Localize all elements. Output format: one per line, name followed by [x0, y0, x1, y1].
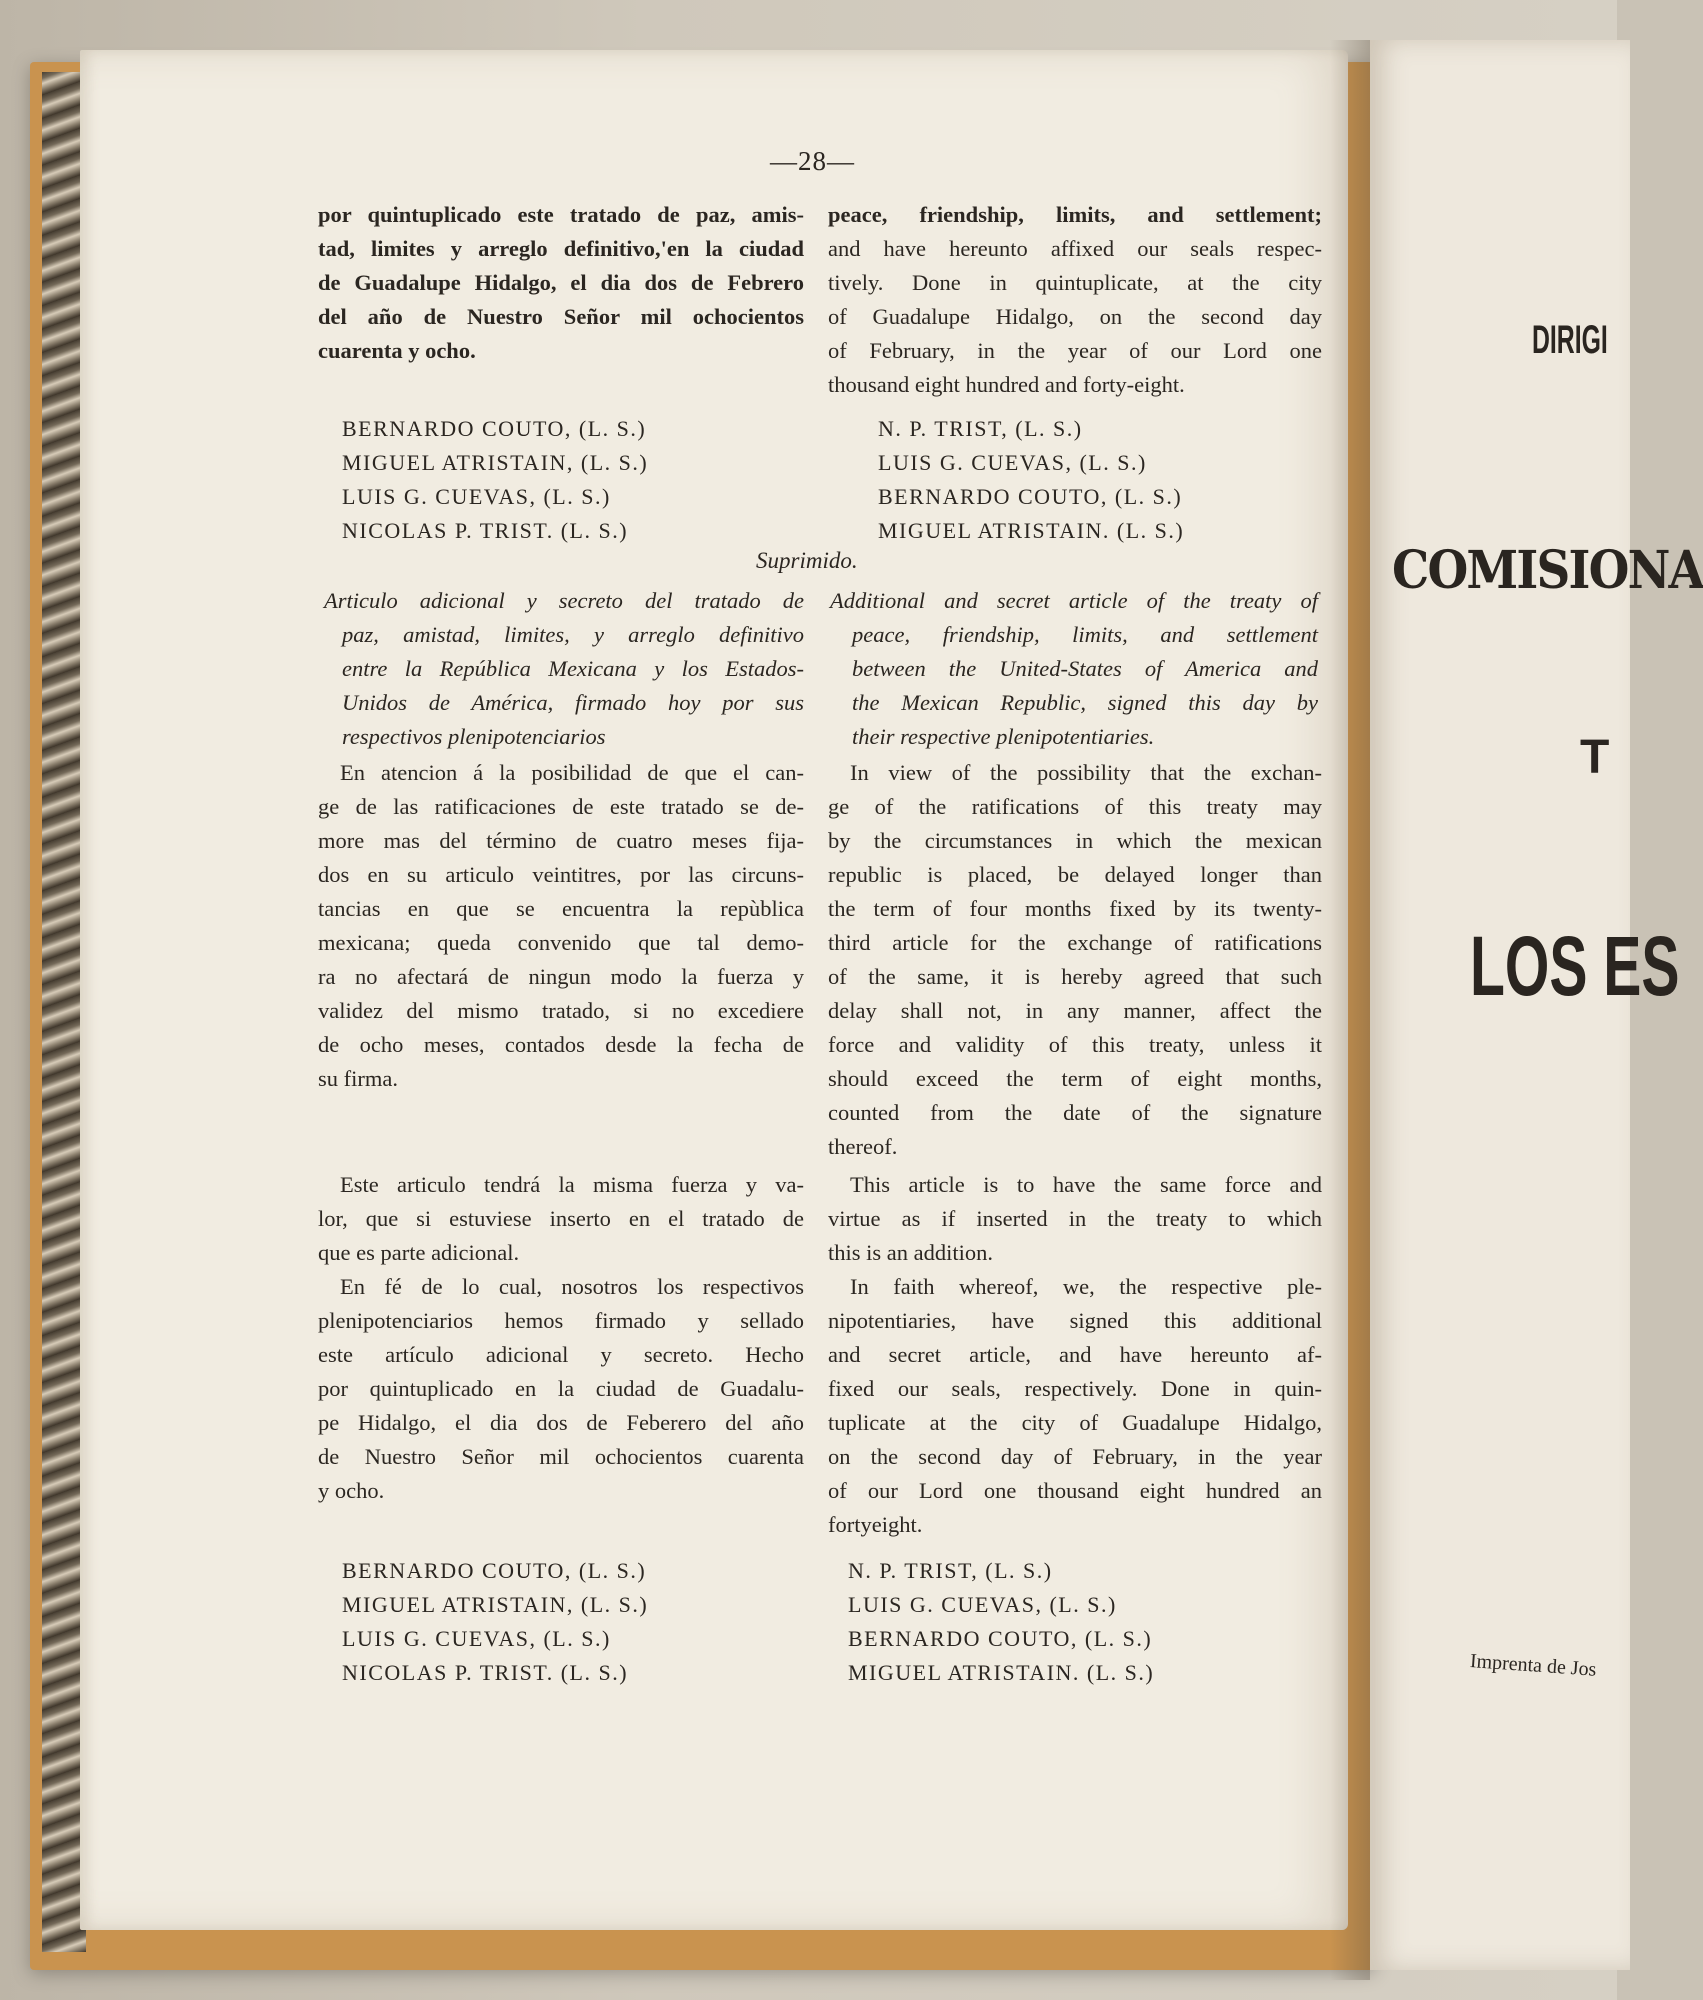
signature-line: LUIS G. CUEVAS, (L. S.) — [342, 484, 611, 509]
text-line: virtue as if inserted in the treaty to which — [828, 1206, 1322, 1231]
text-line: Este articulo tendrá la misma fuerza y va- — [340, 1172, 804, 1197]
text-line: their respective plenipotentiaries. — [852, 724, 1155, 749]
facing-page-word-1: DIRIGI — [1532, 318, 1608, 362]
signature-line: MIGUEL ATRISTAIN, (L. S.) — [342, 1592, 649, 1617]
suprimido-note: Suprimido. — [756, 548, 858, 573]
left-signatures-1 — [342, 412, 648, 548]
right-signatures-2 — [848, 1554, 1154, 1690]
text-line: fortyeight. — [828, 1512, 923, 1537]
spine-shadow — [1330, 40, 1370, 1980]
right-paragraph-3 — [828, 1270, 1322, 1542]
text-line: of February, in the year of our Lord one — [828, 338, 1322, 363]
text-line: fixed our seals, respectively. Done in quin- — [828, 1376, 1322, 1401]
text-line: este artículo adicional y secreto. Hecho — [318, 1342, 804, 1367]
signature-line: NICOLAS P. TRIST. (L. S.) — [342, 518, 629, 543]
text-line: this is an addition. — [828, 1240, 993, 1265]
text-line: entre la República Mexicana y los Estados- — [342, 656, 804, 681]
text-line: In faith whereof, we, the respective ple- — [850, 1274, 1322, 1299]
text-line: y ocho. — [318, 1478, 385, 1503]
text-line: del año de Nuestro Señor mil ochocientos — [318, 304, 804, 329]
signature-line: BERNARDO COUTO, (L. S.) — [342, 416, 647, 441]
text-line: of the same, it is hereby agreed that such — [828, 964, 1322, 989]
text-line: thereof. — [828, 1134, 898, 1159]
text-line: validez del mismo tratado, si no excediere — [318, 998, 804, 1023]
text-line: pe Hidalgo, el dia dos de Feberero del año — [318, 1410, 804, 1435]
text-line: cuarenta y ocho. — [318, 338, 476, 363]
left-paragraph-1 — [318, 756, 804, 1096]
right-article-heading — [830, 584, 1318, 754]
facing-page-word-2: COMISIONA — [1392, 540, 1703, 601]
text-line: tancias en que se encuentra la repùblica — [318, 896, 804, 921]
signature-line: LUIS G. CUEVAS, (L. S.) — [848, 1592, 1117, 1617]
facing-page-imprint: Imprenta de Jos — [1469, 1650, 1598, 1681]
text-line: third article for the exchange of ratifications — [828, 930, 1322, 955]
text-line: Additional and secret article of the treaty of — [830, 588, 1318, 613]
text-line: su firma. — [318, 1066, 398, 1091]
right-paragraph-1 — [828, 756, 1322, 1164]
left-paragraph-2 — [318, 1168, 804, 1270]
text-line: tuplicate at the city of Guadalupe Hidalgo, — [828, 1410, 1322, 1435]
text-line: que es parte adicional. — [318, 1240, 520, 1265]
text-line: by the circumstances in which the mexican — [828, 828, 1322, 853]
right-closing-paragraph — [828, 198, 1322, 402]
text-line: on the second day of February, in the year — [828, 1444, 1322, 1469]
text-line: ra no afectará de ningun modo la fuerza y — [318, 964, 804, 989]
text-line: Articulo adicional y secreto del tratado de — [324, 588, 804, 613]
text-line: delay shall not, in any manner, affect the — [828, 998, 1322, 1023]
text-line: peace, friendship, limits, and settlement — [852, 622, 1318, 647]
signature-line: MIGUEL ATRISTAIN, (L. S.) — [342, 450, 649, 475]
signature-line: BERNARDO COUTO, (L. S.) — [878, 484, 1183, 509]
page-number: —28— — [770, 146, 855, 176]
text-line: In view of the possibility that the exchan- — [850, 760, 1322, 785]
text-line: and have hereunto affixed our seals respec- — [828, 236, 1322, 261]
text-line: more mas del término de cuatro meses fija- — [318, 828, 804, 853]
text-line: lor, que si estuviese inserto en el tratado de — [318, 1206, 804, 1231]
facing-page-word-4: LOS ES — [1470, 919, 1680, 1013]
text-line: force and validity of this treaty, unless it — [828, 1032, 1322, 1057]
text-line: between the United-States of America and — [852, 656, 1318, 681]
text-line: plenipotenciarios hemos firmado y sellado — [318, 1308, 804, 1333]
signature-line: LUIS G. CUEVAS, (L. S.) — [878, 450, 1147, 475]
facing-page-word-3: T — [1580, 731, 1610, 784]
text-line: the Mexican Republic, signed this day by — [852, 690, 1318, 715]
text-line: peace, friendship, limits, and settlement; — [828, 202, 1322, 227]
text-line: de ocho meses, contados desde la fecha de — [318, 1032, 804, 1057]
text-line: En fé de lo cual, nosotros los respectivos — [340, 1274, 804, 1299]
right-paragraph-2 — [828, 1168, 1322, 1270]
text-line: de Guadalupe Hidalgo, el dia dos de Febrero — [318, 270, 804, 295]
text-line: tad, limites y arreglo definitivo,'en la ciudad — [318, 236, 804, 261]
signature-line: MIGUEL ATRISTAIN. (L. S.) — [878, 518, 1185, 543]
signature-line: LUIS G. CUEVAS, (L. S.) — [342, 1626, 611, 1651]
text-line: de Nuestro Señor mil ochocientos cuarenta — [318, 1444, 804, 1469]
text-line: tively. Done in quintuplicate, at the city — [828, 270, 1322, 295]
text-line: paz, amistad, limites, y arreglo definitivo — [342, 622, 804, 647]
left-signatures-2 — [342, 1554, 648, 1690]
left-paragraph-3 — [318, 1270, 804, 1508]
left-closing-paragraph — [318, 198, 804, 368]
text-line: counted from the date of the signature — [828, 1100, 1322, 1125]
signature-line: N. P. TRIST, (L. S.) — [878, 416, 1083, 441]
text-line: republic is placed, be delayed longer than — [828, 862, 1322, 887]
text-line: dos en su articulo veintitres, por las circuns- — [318, 862, 804, 887]
text-line: This article is to have the same force and — [850, 1172, 1322, 1197]
left-article-heading — [324, 584, 804, 754]
text-line: thousand eight hundred and forty-eight. — [828, 372, 1185, 397]
text-line: por quintuplicado este tratado de paz, amis- — [318, 202, 804, 227]
text-line: and secret article, and have hereunto af- — [828, 1342, 1322, 1367]
text-line: respectivos plenipotenciarios — [342, 724, 606, 749]
right-signatures-1 — [878, 412, 1184, 548]
text-line: should exceed the term of eight months, — [828, 1066, 1322, 1091]
signature-line: NICOLAS P. TRIST. (L. S.) — [342, 1660, 629, 1685]
text-line: of our Lord one thousand eight hundred an — [828, 1478, 1322, 1503]
signature-line: BERNARDO COUTO, (L. S.) — [342, 1558, 647, 1583]
facing-page — [1370, 40, 1703, 1970]
text-line: ge of the ratifications of this treaty may — [828, 794, 1322, 819]
text-line: mexicana; queda convenido que tal demo- — [318, 930, 804, 955]
text-line: En atencion á la posibilidad de que el can- — [340, 760, 804, 785]
signature-line: MIGUEL ATRISTAIN. (L. S.) — [848, 1660, 1155, 1685]
text-line: ge de las ratificaciones de este tratado se de- — [318, 794, 804, 819]
text-line: Unidos de América, firmado hoy por sus — [342, 690, 804, 715]
text-line: nipotentiaries, have signed this additional — [828, 1308, 1322, 1333]
signature-line: BERNARDO COUTO, (L. S.) — [848, 1626, 1153, 1651]
signature-line: N. P. TRIST, (L. S.) — [848, 1558, 1053, 1583]
text-line: of Guadalupe Hidalgo, on the second day — [828, 304, 1322, 329]
text-line: por quintuplicado en la ciudad de Guadalu- — [318, 1376, 804, 1401]
text-line: the term of four months fixed by its twenty- — [828, 896, 1322, 921]
